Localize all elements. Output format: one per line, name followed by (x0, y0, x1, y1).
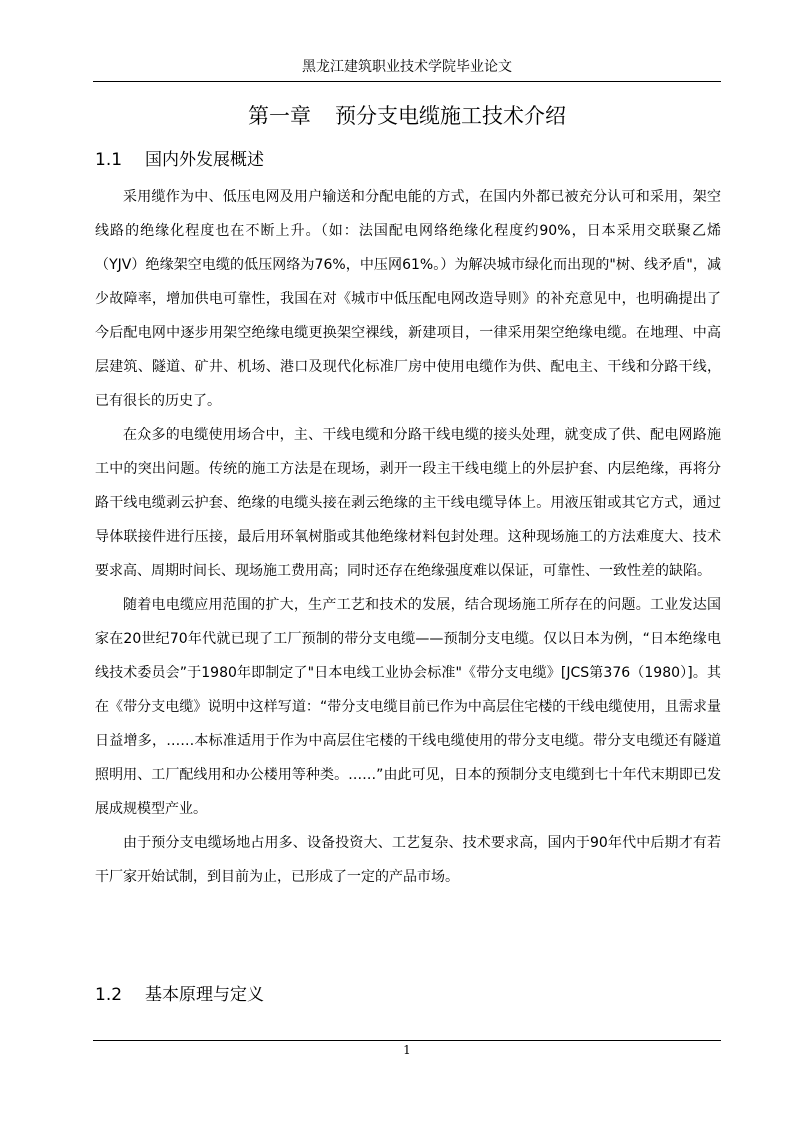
chapter-title (93, 100, 721, 132)
paragraph: 随着电电缆应用范围的扩大，生产工艺和技术的发展，结合现场施工所存在的问题。工业发达国家在20世纪70年代就已现了工厂预制的带分支电缆——预制分支电缆。仅以日本为例，“日本绝缘电线技术委员会”于1980年即制定了"日本电线工业协会标准"《带分支电缆》[JCS第376（1980）]。其在《带分支电缆》说明中这样写道：“带分支电缆目前已作为中高层住宅楼的干线电缆使用，且需求量日益增多，……本标准适用于作为中高层住宅楼的干线电缆使用的带分支电缆。带分支电缆还有隧道照明用、工厂配线用和办公楼用等种类。……”由此可见，日本的预制分支电缆到七十年代末期即已发展成规模型产业。 (95, 597, 721, 817)
header-rule (93, 81, 721, 82)
section-heading-1-1 (95, 147, 264, 173)
page-number: 1 (403, 1043, 411, 1057)
chapter-title-text: 预分支电缆施工技术介绍 (335, 104, 566, 128)
section-heading-1-2 (95, 982, 264, 1008)
paragraph: 在众多的电缆使用场合中，主、干线电缆和分路干线电缆的接头处理，就变成了供、配电网路施工中的突出问题。传统的施工方法是在现场，剥开一段主干线电缆上的外层护套、内层绝缘，再将分路干线电缆剥云护套、绝缘的电缆头接在剥云绝缘的主干线电缆导体上。用液压钳或其它方式，通过导体联接件进行压接，最后用环氧树脂或其他绝缘材料包封处理。这种现场施工的方法难度大、技术要求高、周期时间长、现场施工费用高；同时还存在绝缘强度难以保证，可靠性、一致性差的缺陷。 (95, 427, 721, 579)
chapter-number: 第一章 (248, 104, 311, 128)
body-text (95, 180, 721, 894)
section-number: 1.1 (95, 150, 123, 170)
section-title: 基本原理与定义 (145, 985, 264, 1005)
page-header: 黑龙江建筑职业技术学院毕业论文 (302, 59, 512, 75)
footer-rule (93, 1040, 721, 1041)
paragraph: 采用缆作为中、低压电网及用户输送和分配电能的方式，在国内外都已被充分认可和采用，架空线路的绝缘化程度也在不断上升。（如：法国配电网络绝缘化程度约90%，日本采用交联聚乙烯（YJV）绝缘架空电缆的低压网络为76%，中压网61%。）为解决城市绿化而出现的"树、线矛盾"，减少故障率，增加供电可靠性，我国在对《城市中低压配电网改造导则》的补充意见中，也明确提出了今后配电网中逐步用架空绝缘电缆更换架空裸线，新建项目，一律采用架空绝缘电缆。在地理、中高层建筑、隧道、矿井、机场、港口及现代化标准厂房中使用电缆作为供、配电主、干线和分路干线，已有很长的历史了。 (95, 189, 721, 409)
paragraph: 由于预分支电缆场地占用多、设备投资大、工艺复杂、技术要求高，国内于90年代中后期才有若干厂家开始试制，到目前为止，已形成了一定的产品市场。 (95, 835, 721, 885)
section-title: 国内外发展概述 (145, 150, 264, 170)
section-number: 1.2 (95, 985, 123, 1005)
